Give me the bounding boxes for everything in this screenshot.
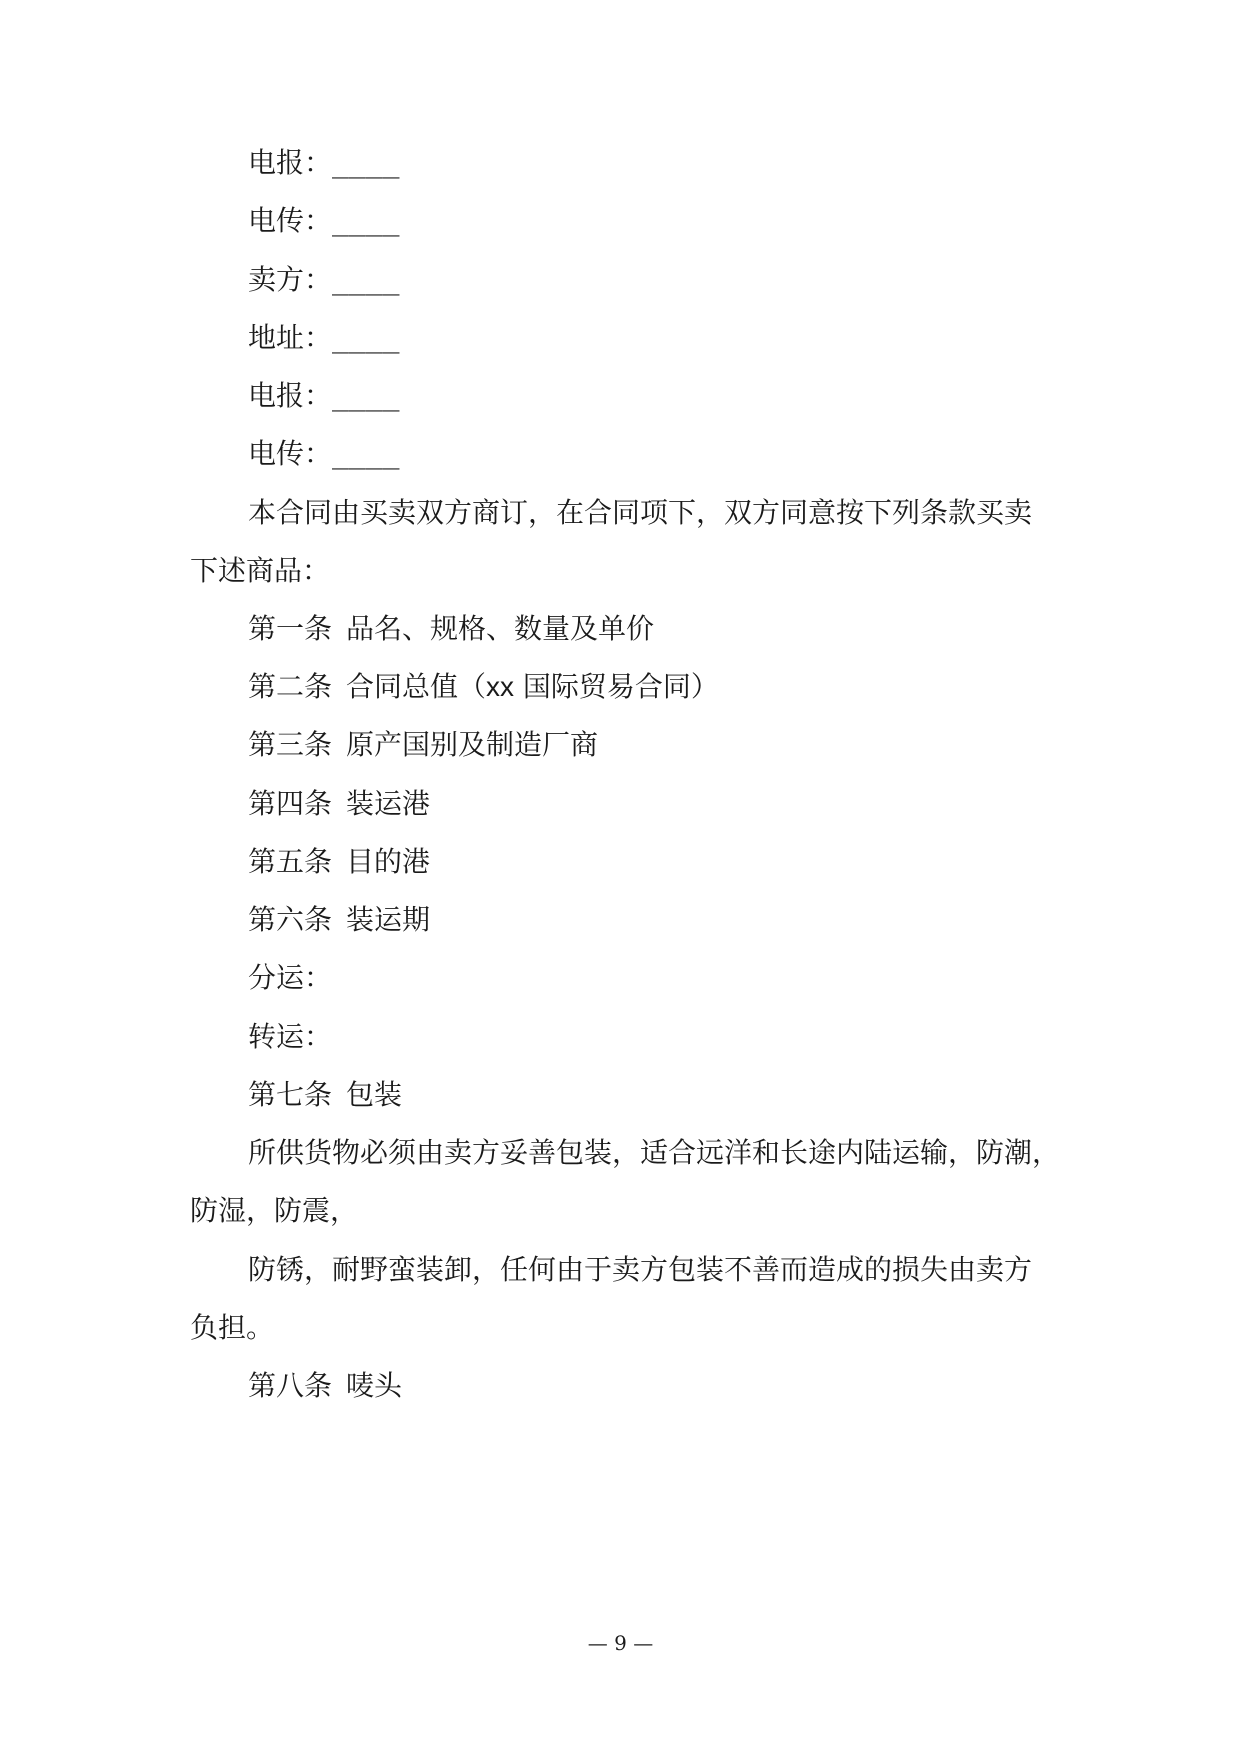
article-3-heading xyxy=(248,727,598,763)
article-number: 第六条 xyxy=(248,903,333,936)
buyer-telegram-field xyxy=(248,145,399,181)
field-label: 卖方： xyxy=(248,263,333,296)
field-label: 电报： xyxy=(248,146,333,179)
article-5-heading xyxy=(248,844,430,880)
field-label: 电传： xyxy=(248,204,333,237)
field-blank: ____ xyxy=(332,321,400,354)
field-label: 电传： xyxy=(248,437,333,470)
article-2-heading xyxy=(248,669,719,705)
article-number: 第三条 xyxy=(248,728,333,761)
field-blank: ____ xyxy=(332,437,400,470)
page-number: — 9 — xyxy=(587,1631,654,1655)
article-title: 品名、规格、数量及单价 xyxy=(346,612,655,645)
article-title: 装运期 xyxy=(346,903,431,936)
article-title-rest: 国际贸易合同） xyxy=(514,670,719,703)
article-number: 第一条 xyxy=(248,612,333,645)
article-title: 合同总值（ xyxy=(346,670,487,703)
article-6-heading xyxy=(248,902,430,938)
article-title: 原产国别及制造厂商 xyxy=(346,728,599,761)
article-8-heading xyxy=(248,1368,402,1404)
article-number: 第二条 xyxy=(248,670,333,703)
field-blank: ____ xyxy=(332,146,400,179)
article-number: 第八条 xyxy=(248,1369,333,1402)
article-number: 第七条 xyxy=(248,1078,333,1111)
seller-telex-field xyxy=(248,436,399,472)
seller-address-field xyxy=(248,320,399,356)
article-4-heading xyxy=(248,786,430,822)
intro-paragraph-line-1: 本合同由买卖双方商订，在合同项下，双方同意按下列条款买卖 xyxy=(248,496,1033,529)
seller-telegram-field xyxy=(248,378,399,414)
partial-shipment-label: 分运： xyxy=(248,961,333,994)
packing-paragraph-1-line-2: 防湿，防震， xyxy=(190,1194,359,1227)
article-title: 目的港 xyxy=(346,845,431,878)
field-blank: ____ xyxy=(332,204,400,237)
article-title-latin: xx xyxy=(486,671,515,702)
article-number: 第四条 xyxy=(248,787,333,820)
packing-paragraph-1-line-1: 所供货物必须由卖方妥善包装，适合远洋和长途内陆运输，防潮， xyxy=(248,1136,1061,1169)
field-label: 电报： xyxy=(248,379,333,412)
article-title: 装运港 xyxy=(346,787,431,820)
buyer-telex-field xyxy=(248,203,399,239)
transshipment-label: 转运： xyxy=(248,1020,333,1053)
article-7-heading xyxy=(248,1077,402,1113)
article-title: 唛头 xyxy=(346,1369,403,1402)
intro-paragraph-line-2: 下述商品： xyxy=(190,554,331,587)
packing-paragraph-2-line-2: 负担。 xyxy=(190,1311,275,1344)
article-number: 第五条 xyxy=(248,845,333,878)
article-title: 包装 xyxy=(346,1078,403,1111)
article-1-heading xyxy=(248,611,654,647)
packing-paragraph-2-line-1: 防锈，耐野蛮装卸，任何由于卖方包装不善而造成的损失由卖方 xyxy=(248,1253,1033,1286)
field-blank: ____ xyxy=(332,379,400,412)
field-blank: ____ xyxy=(332,263,400,296)
field-label: 地址： xyxy=(248,321,333,354)
seller-name-field xyxy=(248,262,399,298)
